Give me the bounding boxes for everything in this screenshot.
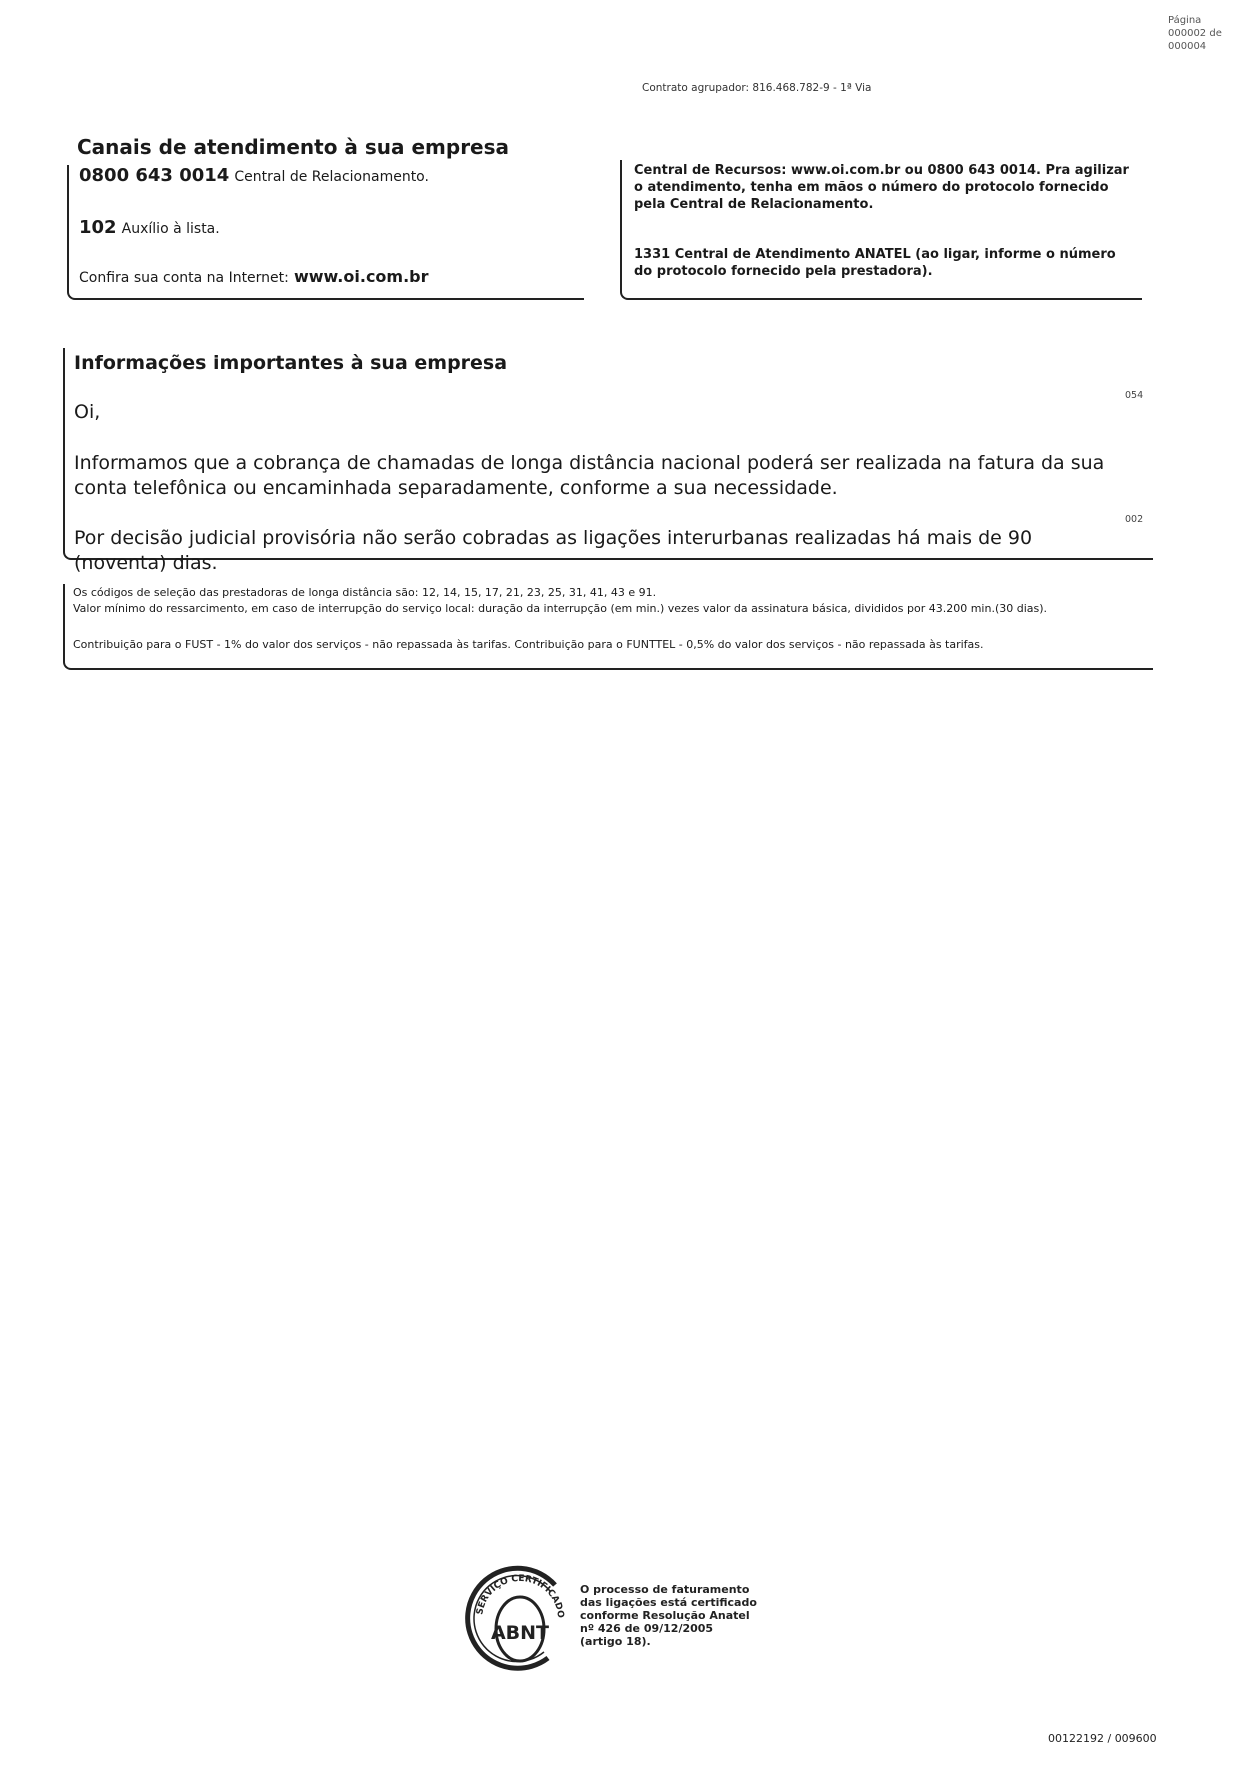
seal-caption-line: conforme Resolução Anatel — [580, 1609, 750, 1622]
message-code-2: 002 — [1125, 514, 1144, 525]
contract-reference: Contrato agrupador: 816.468.782-9 - 1ª Via — [642, 82, 872, 94]
info-paragraph-2: Por decisão judicial provisória não serão cobradas as ligações interurbanas realizadas há mais de 90 (noventa) dias. — [74, 527, 1033, 574]
aux-number: 102 — [79, 217, 117, 238]
info-paragraph-1: Informamos que a cobrança de chamadas de longa distância nacional poderá ser realizada na fatura da sua conta telefônica ou encaminhada separadamente, conforme a sua necessidade. — [74, 452, 1105, 499]
footnotes-box — [63, 584, 1153, 670]
info-box — [63, 348, 1153, 574]
seal-ring-text: SERVIÇO CERTIFICADO — [475, 1573, 566, 1619]
phone-number: 0800 643 0014 — [79, 165, 230, 186]
anatel-paragraph: 1331 Central de Atendimento ANATEL (ao ligar, informe o número do protocolo fornecido pela prestadora). — [634, 247, 1116, 279]
footnote-fust: Contribuição para o FUST - 1% do valor dos serviços - não repassada às tarifas. Contribuição para o FUNTTEL - 0,5% do valor dos serviços - não repassada às tarifas. — [73, 638, 984, 651]
page-number: 000002 de — [1168, 28, 1222, 39]
internet-line — [79, 267, 429, 286]
aux-description: Auxílio à lista. — [121, 221, 220, 237]
seal-logo-text: ABNT — [490, 1622, 550, 1644]
seal-caption — [580, 1583, 760, 1648]
phone-description: Central de Relacionamento. — [234, 169, 429, 185]
seal-caption-line: O processo de faturamento — [580, 1583, 750, 1596]
seal-caption-line: das ligações está certificado — [580, 1596, 757, 1609]
canais-title: Canais de atendimento à sua empresa — [77, 135, 510, 159]
phone-line — [79, 165, 429, 186]
recursos-box — [620, 160, 1142, 300]
abnt-certified-seal-icon — [460, 1553, 575, 1675]
document-control-number: 00122192 / 009600 — [1048, 1732, 1157, 1745]
info-title: Informações importantes à sua empresa — [74, 352, 508, 374]
footnote-ressarcimento: Valor mínimo do ressarcimento, em caso de interrupção do serviço local: duração da interrupção (em min.) vezes valor da assinatura básica, divididos por 43.200 min.(30 dias). — [73, 602, 1048, 615]
internet-url: www.oi.com.br — [293, 267, 429, 286]
canais-box — [67, 165, 584, 300]
seal-caption-line: nº 426 de 09/12/2005 — [580, 1622, 714, 1635]
page-total: 000004 — [1168, 41, 1207, 52]
seal-caption-line: (artigo 18). — [580, 1635, 651, 1648]
aux-line — [79, 217, 220, 238]
page-label: Página — [1168, 15, 1202, 26]
page-indicator — [1168, 14, 1228, 53]
internet-label: Confira sua conta na Internet: — [79, 270, 289, 286]
message-code-1: 054 — [1125, 390, 1144, 401]
recursos-paragraph: Central de Recursos: www.oi.com.br ou 0800 643 0014. Pra agilizar o atendimento, tenha em mãos o número do protocolo fornecido pela Central de Relacionamento. — [634, 163, 1129, 212]
footnote-codes: Os códigos de seleção das prestadoras de longa distância são: 12, 14, 15, 17, 21, 23, 25, 31, 41, 43 e 91. — [73, 586, 657, 599]
info-greeting: Oi, — [74, 401, 101, 423]
